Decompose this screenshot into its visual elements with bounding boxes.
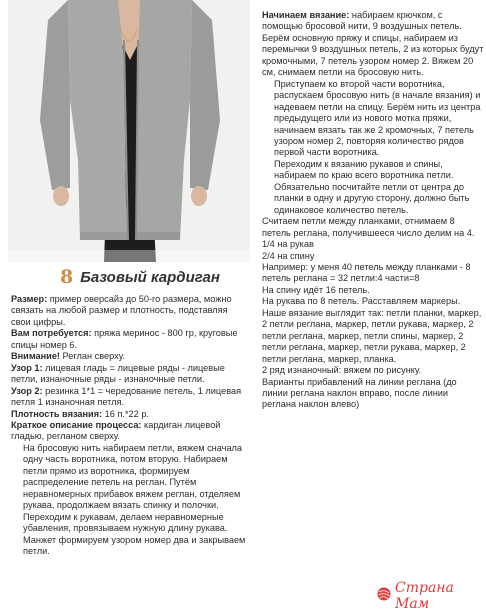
pattern-title: Базовый кардиган [80, 268, 220, 286]
collar-paragraph: Приступаем ко второй части воротника, распускаем бросовую нить (в начале вязания) и надеваем петли на спицу. Берём нить из центра предыдущего или из нового мотка пряжи, начинаем вязать так же 2 кромочных, 7 петель узором номер 2, повторяя количество рядов первой части воротника. [274, 78, 481, 158]
summary-label: Краткое описание процесса: [11, 419, 142, 430]
layout-paragraph: Наше вязание выглядит так: петли планки, маркер, 2 петли реглана, маркер, петли рукава, маркер, 2 петли реглана, маркер, петли спины, маркер, 2 петли реглана, маркер, петли рукава, маркер, 2 петли реглана, маркер, планка. [262, 307, 482, 364]
back-share-line: 2/4 на спину [262, 250, 315, 261]
start-label: Начинаем вязание: [262, 10, 350, 20]
materials-paragraph [11, 328, 249, 351]
right-column [262, 10, 484, 411]
attention-text: Реглан сверху. [59, 351, 125, 362]
site-watermark [376, 580, 482, 612]
size-label: Размер: [11, 294, 48, 304]
row2-line: 2 ряд изнаночный: вяжем по рисунку. [262, 365, 422, 376]
process-paragraph-2: Переходим к рукавам, делаем неравномерные убавления, провязываем нужную длину рукава. Манжет формируем узором номер два и закрываем петли. [23, 511, 246, 556]
materials-text: пряжа меринос - 800 гр, круговые спицы номер 6. [11, 328, 238, 350]
pattern2-paragraph [11, 386, 249, 409]
sleeve-share-line: 1/4 на рукав [262, 239, 314, 250]
pattern-heading [60, 266, 260, 288]
summary-paragraph [11, 420, 249, 443]
count-paragraph: Считаем петли между планками, отнимаем 8 петель реглана, получившееся число делим на 4. [262, 216, 475, 238]
watermark-text: Страна Мам [395, 580, 454, 612]
pattern2-text: резинка 1*1 = чередование петель, 1 лицевая петля 1 изнаночная петля. [11, 385, 242, 408]
pattern1-text: лицевая гладь = лицевые ряды - лицевые петли, изнаночные ряды - изнаночные петли. [11, 362, 225, 385]
example-paragraph: Например: у меня 40 петель между планками - 8 петель реглана = 32 петли:4 части=8 [262, 261, 471, 284]
size-paragraph [11, 294, 249, 328]
attention-label: Внимание! [11, 351, 60, 362]
pattern2-label: Узор 2: [11, 385, 43, 396]
density-text: 16 п.*22 р. [102, 408, 149, 419]
yarn-ball-icon [376, 586, 392, 606]
cardigan-illustration [8, 0, 250, 262]
left-column [11, 294, 249, 557]
summary-text: кардиган лицевой гладью, регланом сверху. [11, 419, 221, 442]
cardigan-photo [8, 0, 250, 262]
density-label: Плотность вязания: [11, 408, 103, 419]
attention-paragraph [11, 351, 249, 362]
sleeve-stitches-line: На рукава по 8 петель. Расставляем маркеры. [262, 296, 461, 307]
pattern-number: 8 [60, 266, 74, 288]
materials-label: Вам потребуется: [11, 328, 92, 339]
back-stitches-line: На спину идёт 16 петель. [262, 284, 370, 295]
start-paragraph [262, 10, 484, 79]
increase-variants-paragraph: Варианты прибавлений на линии реглана (до линии реглана наклон вправо, после линии реглана наклон влево) [262, 376, 457, 410]
sleeves-paragraph: Переходим к вязанию рукавов и спины, набираем по краю всего воротника петли. Обязательно посчитайте петли от центра до планки в одну и другую сторону, должно быть одинаковое количество петель. [274, 158, 470, 215]
start-text: набираем крючком, с помощью бросовой нити, 9 воздушных петель. Берём основную пряжу и спицы, набираем из перемычки 9 воздушных петель, 2 из которых будут кромочными, 7 петель узором номер 2. Вяжем 20 см, снимаем петли на бросовую нить. [262, 10, 484, 78]
density-paragraph [11, 409, 249, 420]
pattern1-paragraph [11, 363, 249, 386]
size-text: пример оверсайз до 50-го размера, можно связать на любой размер и плотность, подставляя свои цифры. [11, 294, 232, 327]
pattern1-label: Узор 1: [11, 362, 43, 373]
process-paragraph-1: На бросовую нить набираем петли, вяжем сначала одну часть воротника, потом вторую. Набираем петли прямо из воротника, формируем распределение петель на реглан. Путём неравномерных прибавок вяжем реглан, отделяем рукава, продолжаем вязать спинку и полочки. [23, 442, 243, 511]
